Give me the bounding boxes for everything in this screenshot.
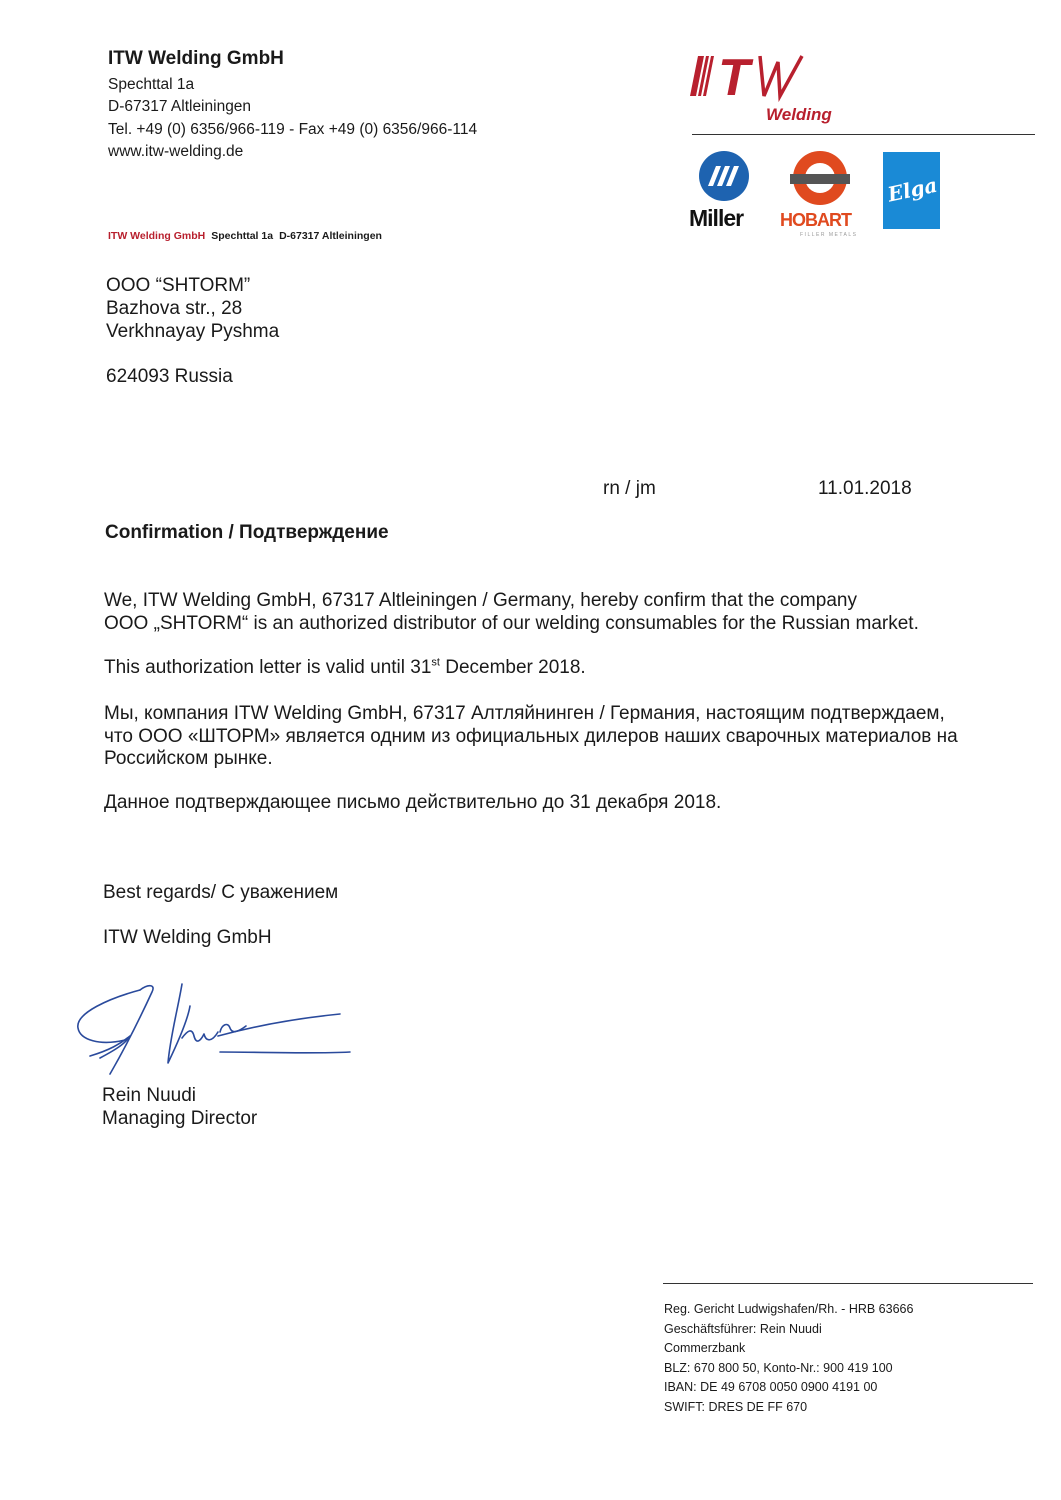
miller-logo bbox=[688, 150, 760, 232]
return-city: D-67317 Altleiningen bbox=[279, 230, 382, 242]
paragraph-english-validity bbox=[104, 657, 1009, 680]
p3-line2: что ООО «ШТОРМ» является одним из официальных дилеров наших сварочных материалов на bbox=[104, 725, 958, 747]
hobart-logo bbox=[778, 150, 862, 238]
footer-line: SWIFT: DRES DE FF 670 bbox=[664, 1399, 808, 1414]
return-company: ITW Welding GmbH bbox=[108, 230, 206, 242]
footer-line: IBAN: DE 49 6708 0050 0900 4191 00 bbox=[664, 1380, 878, 1395]
sender-city: D-67317 Altleiningen bbox=[108, 98, 252, 115]
paragraph-russian-validity: Данное подтверждающее письмо действительно до 31 декабря 2018. bbox=[104, 792, 722, 813]
footer-line: Reg. Gericht Ludwigshafen/Rh. - HRB 63666 bbox=[664, 1302, 914, 1316]
p2-after: December 2018. bbox=[439, 657, 586, 678]
return-street: Spechttal 1a bbox=[211, 230, 274, 242]
letter-subject: Confirmation / Подтверждение bbox=[105, 522, 389, 543]
handwritten-signature bbox=[70, 978, 360, 1078]
sender-street: Spechttal 1a bbox=[108, 76, 195, 93]
p3-line1: Мы, компания ITW Welding GmbH, 67317 Алтляйнинген / Германия, настоящим подтверждаем, bbox=[104, 703, 945, 724]
reference-initials: rn / jm bbox=[603, 478, 656, 499]
hobart-text: HOBART bbox=[780, 210, 851, 230]
hobart-tagline: FILLER METALS bbox=[800, 232, 858, 238]
recipient-zip-country: 624093 Russia bbox=[106, 366, 233, 387]
closing-greeting: Best regards/ С уважением bbox=[103, 882, 339, 903]
closing-company: ITW Welding GmbH bbox=[103, 927, 272, 948]
svg-text:T: T bbox=[718, 49, 750, 107]
paragraph-english-confirmation bbox=[104, 590, 1009, 635]
letter-date: 11.01.2018 bbox=[818, 478, 912, 499]
return-address-line bbox=[108, 230, 382, 242]
footer-line: Commerzbank bbox=[664, 1341, 746, 1356]
paragraph-russian-confirmation bbox=[104, 703, 1009, 771]
p2-before: This authorization letter is valid until 31 bbox=[104, 657, 432, 678]
signer-name: Rein Nuudi bbox=[102, 1085, 196, 1106]
itw-welding-logo bbox=[690, 48, 840, 128]
elga-logo bbox=[883, 152, 940, 229]
p2-superscript: st bbox=[431, 656, 440, 669]
recipient-city: Verkhnayay Pyshma bbox=[106, 321, 280, 342]
elga-text: Elga bbox=[885, 172, 940, 207]
signer-title: Managing Director bbox=[102, 1108, 258, 1129]
sender-company-name: ITW Welding GmbH bbox=[108, 48, 284, 69]
miller-text: Miller bbox=[689, 205, 744, 231]
p1-line2: OOO „SHTORM“ is an authorized distributor of our welding consumables for the Russian market. bbox=[104, 612, 919, 634]
itw-subtitle: Welding bbox=[766, 105, 832, 124]
footer-line: Geschäftsführer: Rein Nuudi bbox=[664, 1321, 822, 1336]
sender-phone-fax: Tel. +49 (0) 6356/966-119 - Fax +49 (0) 6356/966-114 bbox=[108, 121, 478, 138]
p1-line1: We, ITW Welding GmbH, 67317 Altleiningen / Germany, hereby confirm that the company bbox=[104, 590, 857, 611]
p3-line3: Российском рынке. bbox=[104, 748, 273, 769]
logo-divider bbox=[692, 134, 1035, 135]
recipient-street: Bazhova str., 28 bbox=[106, 298, 243, 319]
recipient-name: OOO “SHTORM” bbox=[106, 275, 251, 296]
footer-divider bbox=[663, 1283, 1033, 1284]
footer-registration-info bbox=[664, 1300, 913, 1418]
footer-line: BLZ: 670 800 50, Konto-Nr.: 900 419 100 bbox=[664, 1360, 893, 1375]
sender-website: www.itw-welding.de bbox=[108, 143, 244, 160]
